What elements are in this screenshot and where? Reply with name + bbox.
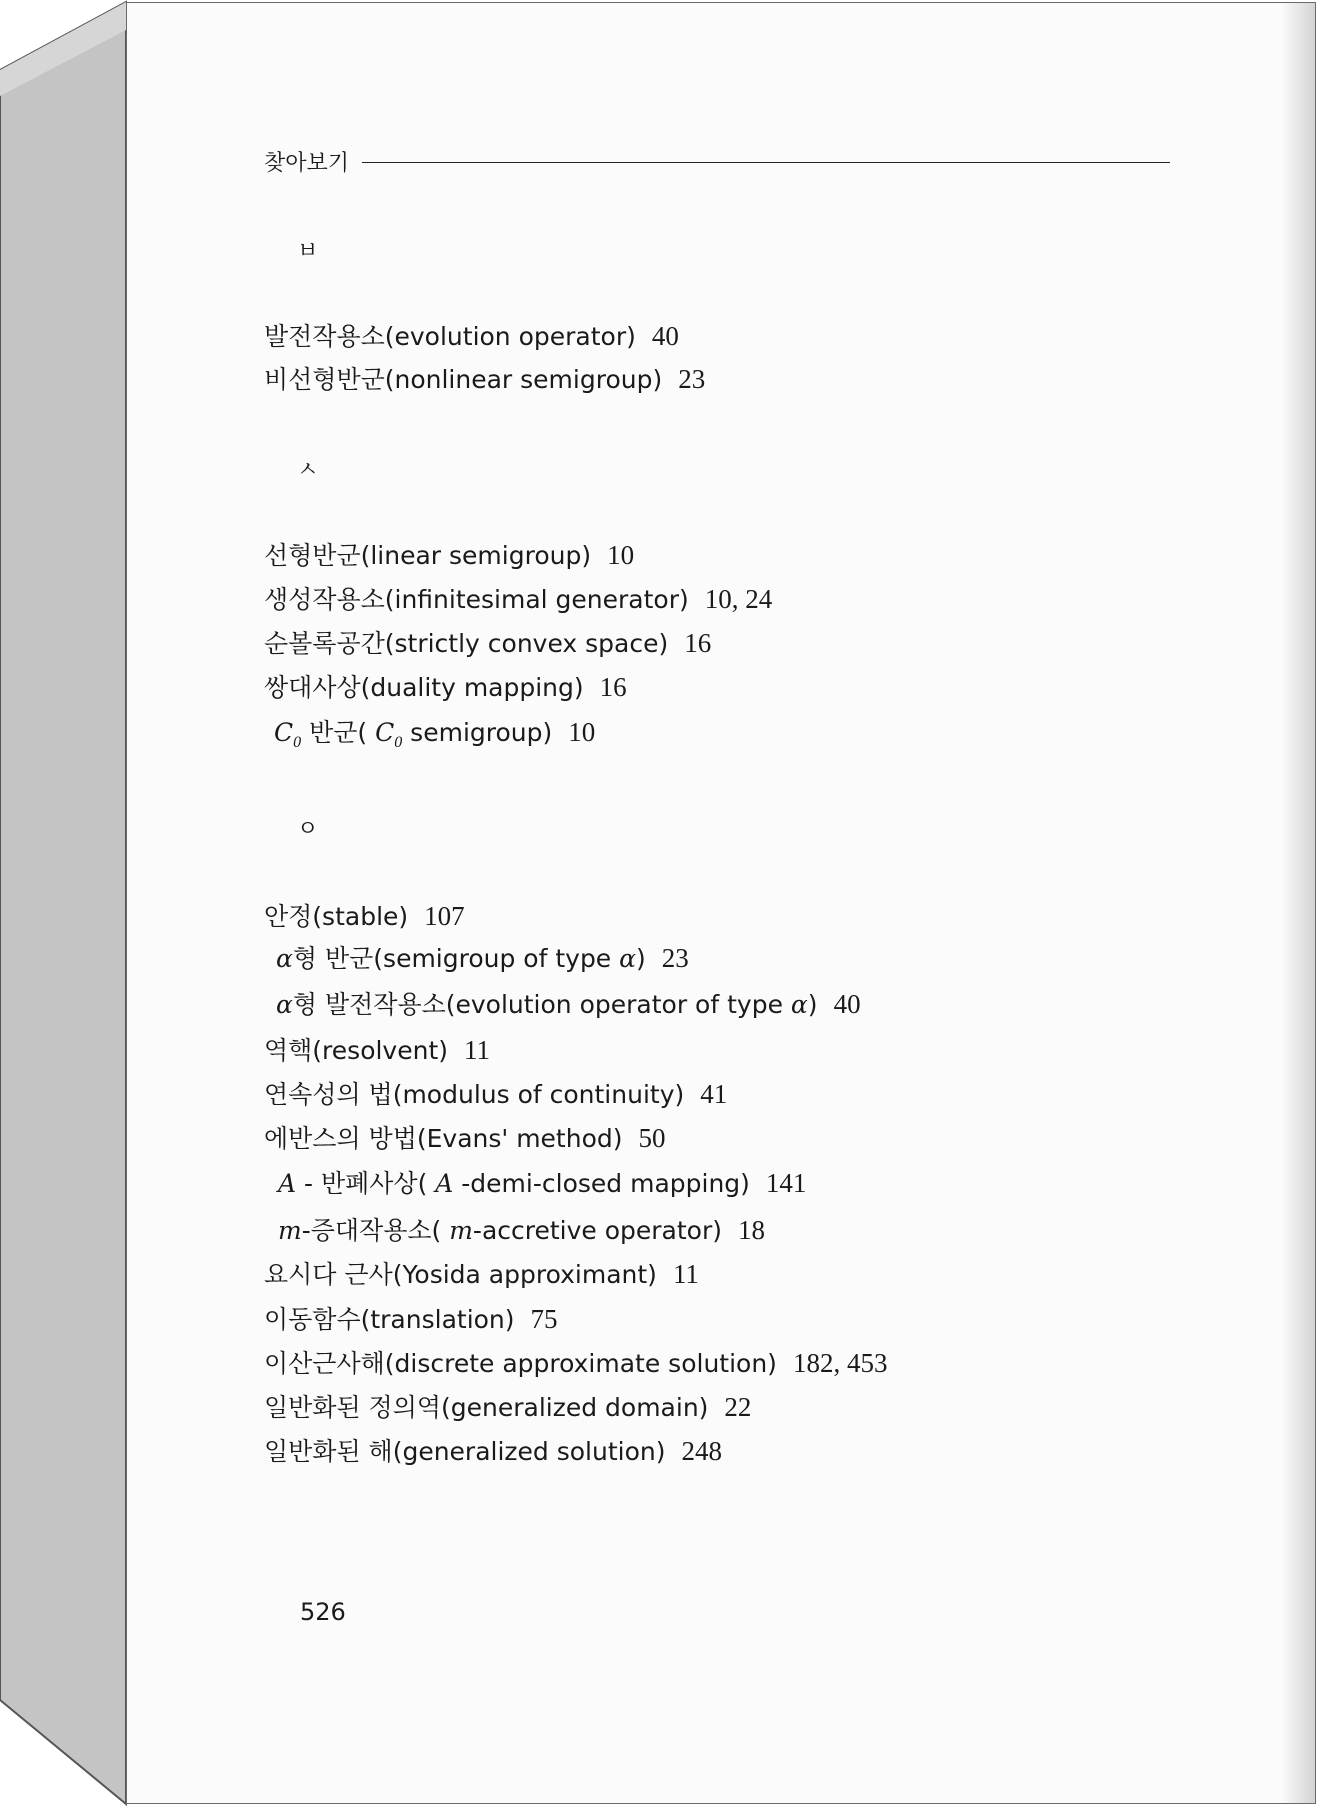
index-entry	[276, 938, 689, 978]
entry-term: 발전작용소(evolution operator)	[264, 322, 636, 351]
index-entry	[264, 1343, 887, 1383]
entry-term: 형 발전작용소(evolution operator of type	[292, 990, 791, 1019]
entry-term: )	[636, 944, 646, 973]
entry-pages: 16	[684, 628, 712, 658]
entry-pages: 11	[464, 1035, 491, 1065]
section-letter-ieung: ㅇ	[297, 817, 319, 842]
entry-pages: 10	[607, 540, 635, 570]
entry-math-symbol: α	[276, 990, 293, 1019]
page-edge-shadow	[1281, 3, 1315, 1803]
index-entry	[264, 316, 679, 356]
index-entry	[276, 984, 861, 1024]
entry-math-symbol: α	[790, 990, 808, 1019]
index-entry	[278, 1210, 765, 1250]
entry-term: 역핵(resolvent)	[264, 1036, 449, 1065]
entry-pages: 141	[765, 1168, 807, 1198]
entry-math-symbol: m	[278, 1216, 302, 1245]
entry-term: -demi-closed mapping)	[453, 1169, 750, 1198]
entry-pages: 10, 24	[704, 584, 773, 614]
entry-pages: 23	[661, 943, 689, 973]
entry-pages: 40	[833, 989, 861, 1019]
entry-math-symbol: A	[278, 1169, 297, 1198]
entry-pages: 23	[678, 364, 706, 394]
entry-term: 요시다 근사(Yosida approximant)	[264, 1260, 657, 1289]
entry-term: 쌍대사상(duality mapping)	[264, 673, 584, 702]
entry-term: 에반스의 방법(Evans' method)	[264, 1124, 623, 1153]
index-entry	[264, 579, 772, 619]
entry-math-symbol: m	[449, 1216, 473, 1245]
index-entry	[264, 535, 634, 575]
index-entry	[264, 1030, 490, 1070]
entry-pages: 248	[681, 1436, 722, 1466]
index-entry	[264, 623, 711, 663]
entry-term: - 반폐사상(	[296, 1169, 436, 1198]
entry-term: semigroup)	[402, 718, 553, 747]
entry-pages: 107	[424, 901, 465, 931]
index-entry	[264, 896, 465, 936]
entry-term: 형 반군(semigroup of type	[292, 944, 620, 973]
entry-term: 순볼록공간(strictly convex space)	[264, 629, 669, 658]
entry-math-subscript: 0	[293, 734, 302, 751]
entry-term: 이동함수(translation)	[264, 1305, 515, 1334]
entry-term: 선형반군(linear semigroup)	[264, 541, 592, 570]
entry-math-symbol: C	[375, 718, 395, 747]
entry-term: 안정(stable)	[264, 902, 409, 931]
entry-pages: 18	[738, 1215, 766, 1245]
entry-math-symbol: C	[274, 718, 294, 747]
page-number: 526	[300, 1598, 346, 1626]
index-entry	[264, 1254, 699, 1294]
entry-term: 생성작용소(infinitesimal generator)	[264, 585, 689, 614]
entry-pages: 75	[530, 1304, 558, 1334]
index-entry	[264, 1074, 727, 1114]
entry-pages: 41	[700, 1079, 728, 1109]
entry-math-symbol: A	[435, 1169, 454, 1198]
index-entry	[264, 1299, 558, 1339]
section-letter-siot: ㅅ	[297, 458, 319, 483]
entry-pages: 11	[672, 1259, 699, 1289]
entry-pages: 50	[638, 1123, 666, 1153]
entry-math-symbol: α	[276, 944, 293, 973]
entry-term: 일반화된 정의역(generalized domain)	[264, 1393, 709, 1422]
entry-term: 비선형반군(nonlinear semigroup)	[264, 365, 663, 394]
section-letter-bieup: ㅂ	[297, 239, 319, 264]
entry-term: 반군(	[301, 718, 376, 747]
index-entry	[264, 1118, 666, 1158]
entry-math-subscript: 0	[394, 734, 403, 751]
entry-term: 일반화된 해(generalized solution)	[264, 1437, 666, 1466]
entry-pages: 182, 453	[792, 1348, 888, 1378]
entry-pages: 16	[599, 672, 627, 702]
entry-term: -증대작용소(	[301, 1216, 450, 1245]
index-entry	[264, 1431, 722, 1471]
running-header	[264, 142, 1170, 178]
index-entry	[264, 359, 705, 399]
entry-term: 이산근사해(discrete approximate solution)	[264, 1349, 777, 1378]
entry-math-symbol: α	[619, 944, 637, 973]
entry-pages: 10	[568, 717, 596, 747]
header-title: 찾아보기	[264, 151, 350, 176]
index-entry	[278, 1163, 806, 1203]
entry-term: )	[807, 990, 818, 1019]
index-entry	[264, 1387, 751, 1427]
index-entry	[264, 667, 627, 707]
entry-pages: 22	[724, 1392, 752, 1422]
entry-term: 연속성의 법(modulus of continuity)	[264, 1080, 685, 1109]
header-rule	[362, 162, 1170, 163]
index-entry	[274, 712, 595, 752]
entry-pages: 40	[651, 321, 679, 351]
entry-term: -accretive operator)	[472, 1216, 723, 1245]
